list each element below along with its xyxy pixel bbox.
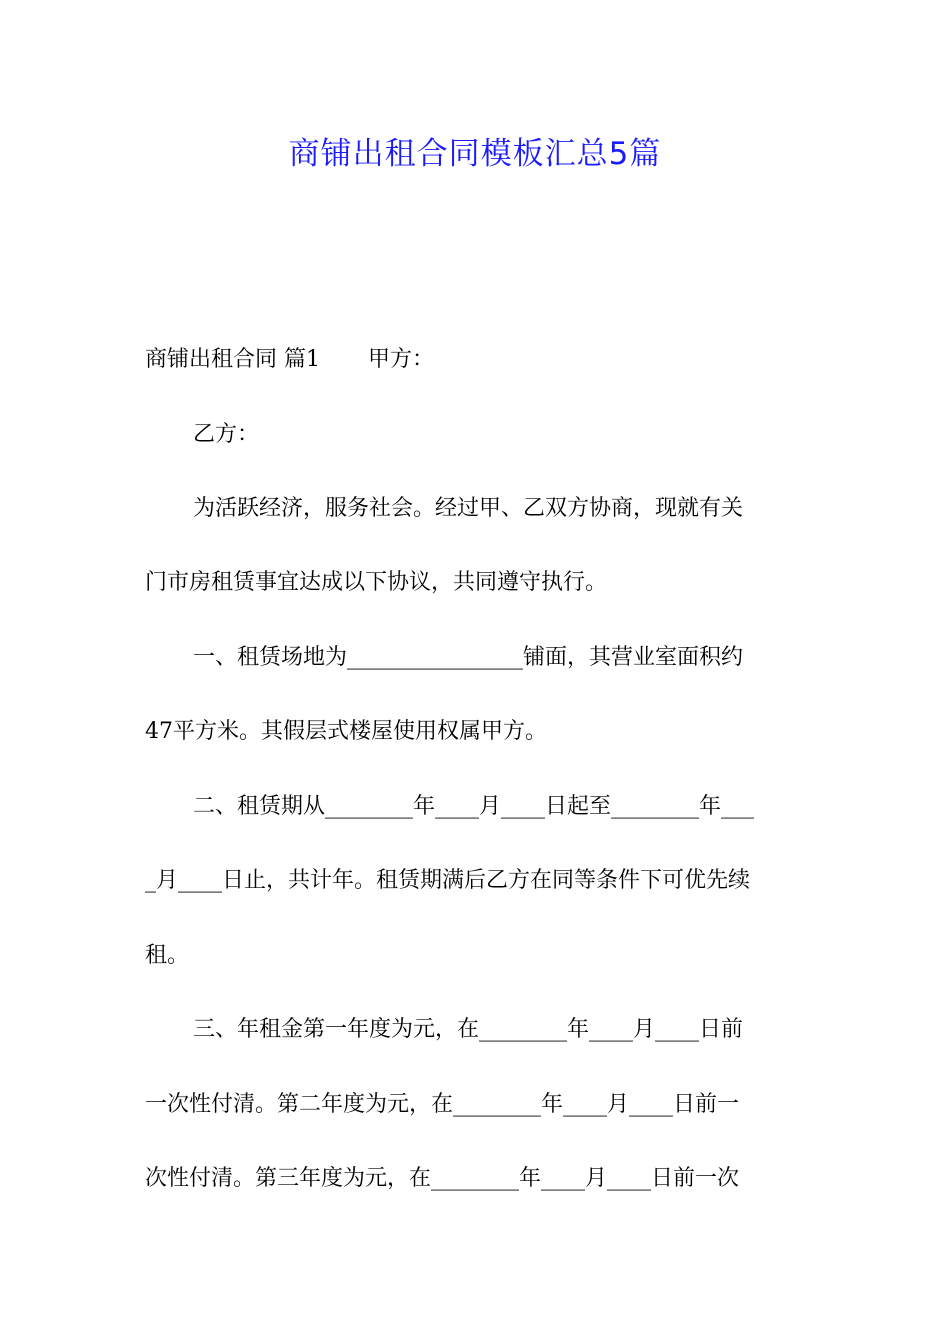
paragraph-line: 一、租赁场地为________________铺面，其营业室面积约 — [193, 645, 744, 670]
paragraph-line: 二、租赁期从________年____月____日起至________年___ — [193, 794, 755, 819]
paragraph-line: 次性付清。第三年度为元，在________年____月____日前一次 — [145, 1166, 740, 1191]
paragraph-line: 租。 — [145, 943, 190, 968]
party-a-label: 甲方： — [368, 347, 435, 372]
party-b-label: 乙方： — [193, 422, 260, 447]
paragraph-line: 47平方米。其假层式楼屋使用权属甲方。 — [145, 719, 547, 744]
section-heading: 商铺出租合同 篇1 — [145, 347, 320, 372]
paragraph-line: 为活跃经济，服务社会。经过甲、乙双方协商，现就有关 — [193, 496, 744, 521]
paragraph-line: 门市房租赁事宜达成以下协议，共同遵守执行。 — [145, 570, 608, 595]
document-title: 商铺出租合同模板汇总5篇 — [288, 136, 662, 172]
paragraph-line: 三、年租金第一年度为元，在________年____月____日前 — [193, 1017, 744, 1042]
paragraph-line: 一次性付清。第二年度为元，在________年____月____日前一 — [145, 1092, 740, 1117]
paragraph-line: _月____日止，共计年。租赁期满后乙方在同等条件下可优先续 — [145, 868, 751, 893]
section-heading-line — [145, 345, 807, 375]
